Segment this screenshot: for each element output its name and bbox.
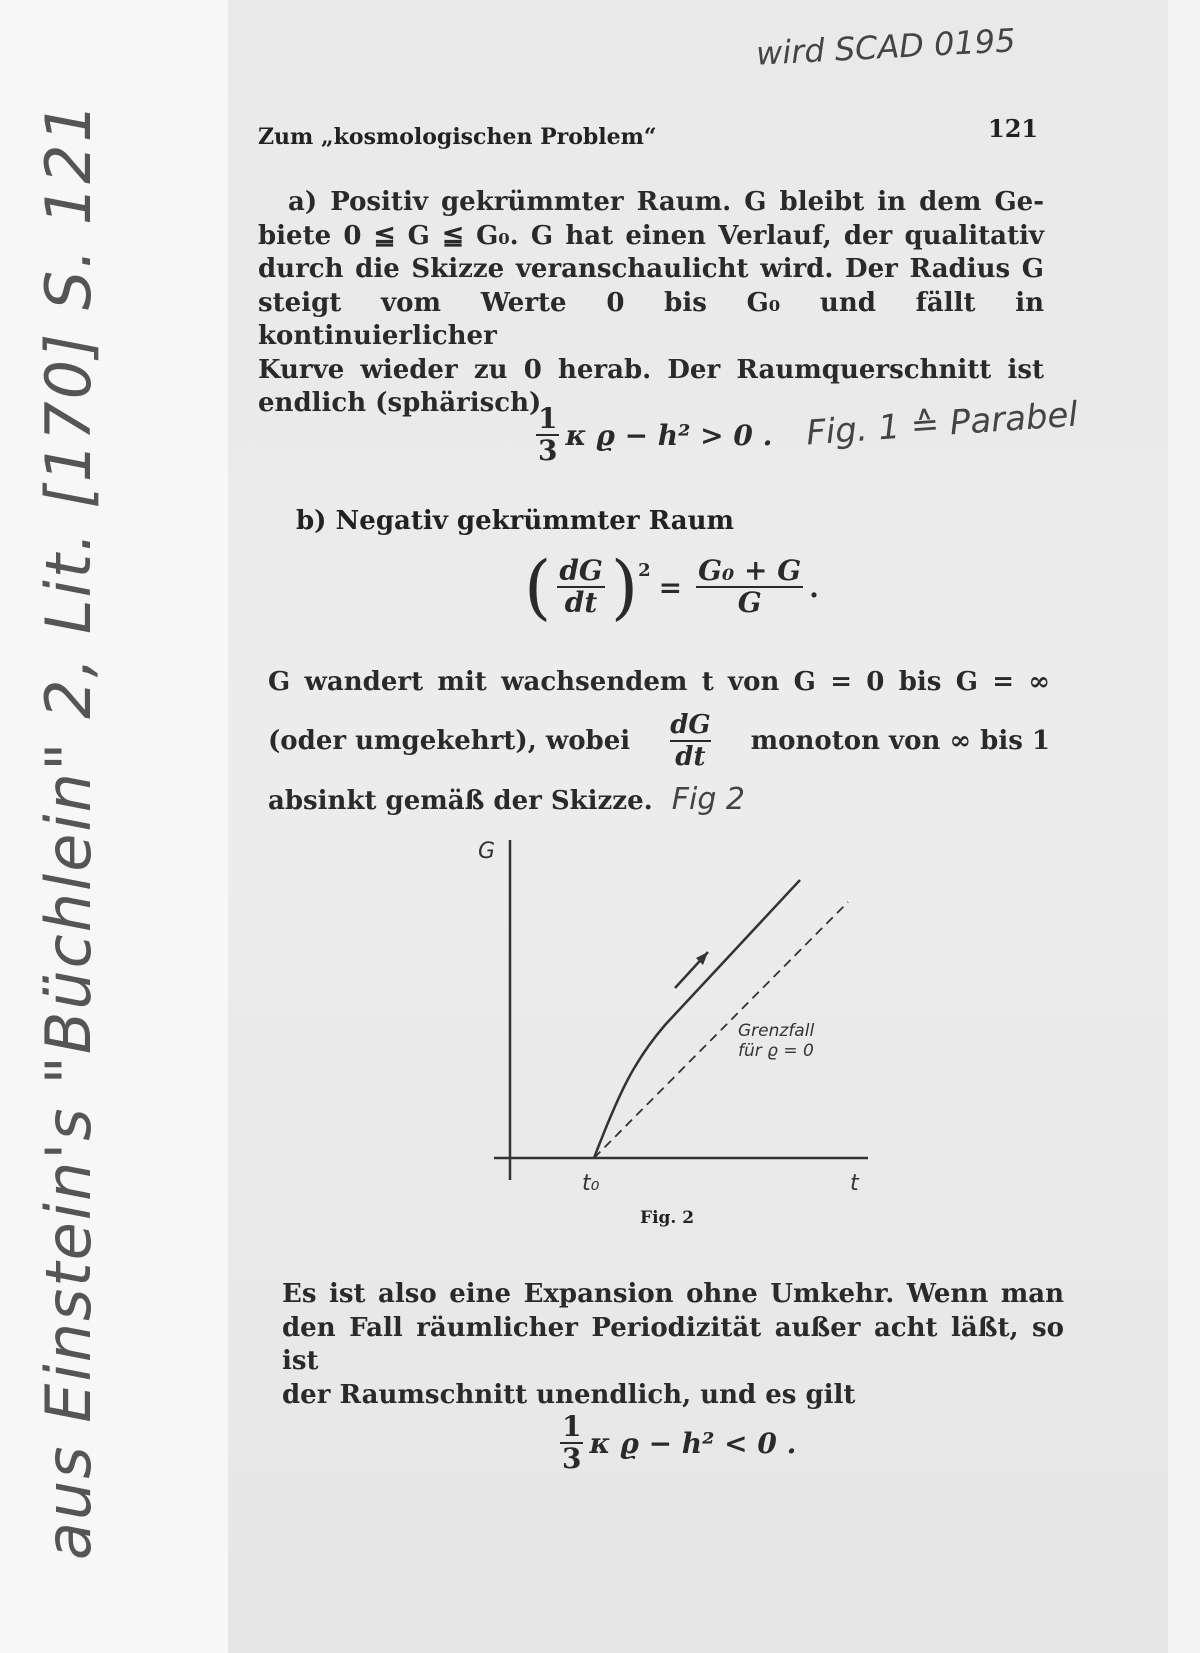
origin-label: t₀ (582, 1171, 600, 1196)
fraction-g0-plus-g: $\frac{\text{G₀ + G}}{G}$ (698, 554, 802, 619)
figure-2-plot (470, 830, 890, 1200)
fraction-dg-dt: $\frac{dG}{dt}$ (559, 554, 603, 619)
formula-positive-curvature (530, 404, 772, 466)
handwritten-fig2-note: Fig 2 (671, 782, 745, 817)
figure-caption: Fig. 2 (640, 1208, 695, 1228)
page-number: 121 (988, 114, 1039, 143)
conclusion-paragraph (282, 1278, 1064, 1412)
y-axis-label: G (478, 839, 496, 864)
formula-rest: κ ϱ − h² > 0 . (565, 418, 773, 452)
inline-fraction-dg-dt: $\frac{dG}{dt}$ (670, 710, 711, 772)
text-line: der Raumschnitt unendlich, und es gilt (282, 1379, 856, 1410)
section-b-paragraph (268, 654, 1050, 829)
section-b-title: b) Negativ gekrümmter Raum (296, 506, 735, 536)
handwritten-margin-note: aus Einstein's "Büchlein" 2, Lit. [170] S. 121 (32, 100, 105, 1560)
exponent: 2 (638, 560, 651, 581)
text-line: biete 0 ≦ G ≦ G₀. G hat einen Verlauf, der qualitativ (258, 220, 1044, 251)
legend-line-2: für ϱ = 0 (738, 1041, 814, 1061)
legend-line-1: Grenzfall (738, 1021, 815, 1041)
text-line: Kurve wieder zu 0 herab. Der Raumquerschnitt ist (258, 354, 1044, 385)
x-axis-label: t (850, 1171, 859, 1196)
fraction-one-third: $\frac{1}{3}$ (538, 402, 558, 467)
text-line: den Fall räumlicher Periodizität außer acht läßt, so ist (282, 1312, 1064, 1376)
text-line: a) Positiv gekrümmter Raum. G bleibt in dem Ge- (288, 187, 1044, 217)
running-header: Zum „kosmologischen Problem“ (258, 124, 657, 150)
fraction-one-third: $\frac{1}{3}$ (562, 1410, 582, 1475)
text-line: (oder umgekehrt), wobei $\frac{dG}{dt}$ monoton von ∞ bis 1 (268, 710, 1050, 772)
text-line: absinkt gemäß der Skizze. Fig 2 (268, 782, 745, 817)
handwritten-reference-note: wird SCAD 0195 (755, 21, 1017, 73)
text-line: durch die Skizze veranschaulicht wird. Der Radius G (258, 254, 1044, 284)
text-line: steigt vom Werte 0 bis G₀ und fällt in kontinuierlicher (258, 287, 1044, 351)
text-line: Es ist also eine Expansion ohne Umkehr. Wenn man (282, 1279, 1064, 1309)
handwritten-fig1-note: Fig. 1 ≙ Parabel (804, 394, 1080, 454)
text-line: G wandert mit wachsendem t von G = 0 bis G = ∞ (268, 667, 1050, 697)
text-line: endlich (sphärisch) (258, 388, 542, 418)
section-a-paragraph (258, 186, 1044, 421)
formula-negative-result (554, 1412, 796, 1474)
formula-rest: κ ϱ − h² < 0 . (589, 1426, 797, 1460)
formula-negative-curvature: ( $\frac{dG}{dt}$ ) 2 = $\frac{\text{G₀ + G}}{G}$ . (524, 546, 819, 628)
expansion-curve (594, 880, 800, 1158)
